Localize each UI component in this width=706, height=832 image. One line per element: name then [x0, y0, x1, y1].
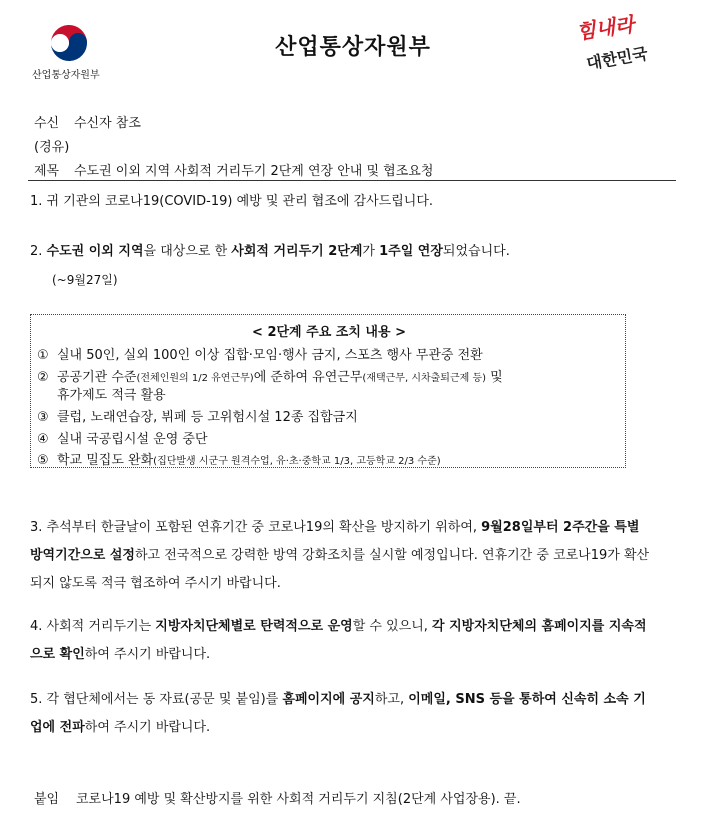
attachment-line — [34, 786, 654, 814]
p3-text: 하고 전국적으로 강력한 방역 강화조치를 실시할 예정입니다. 연휴기간 중 코로나19가 확산되지 않도록 적극 협조하여 주시기 바랍니다. — [30, 548, 650, 591]
slogan-logo — [572, 12, 650, 86]
page-title: 산업통상자원부 — [275, 35, 431, 60]
p4-bold-flexible: 지방자치단체별로 탄력적으로 운영 — [155, 619, 353, 634]
via-line: (경유) — [34, 140, 70, 155]
measure-item-5 — [37, 452, 617, 470]
recipient-line — [34, 112, 141, 131]
measures-box — [30, 314, 626, 468]
p5-text: 하고, — [374, 692, 409, 707]
paragraph-1: 1. 귀 기관의 코로나19(COVID-19) 예방 및 관리 협조에 감사드립니다. — [30, 194, 434, 209]
p3-bold-period: 9월28일부터 2주간을 특별방역기간으로 설정 — [30, 520, 640, 563]
measure-note: (전체인원의 1/2 유연근무) — [136, 373, 254, 384]
measure-number: ⑤ — [37, 453, 49, 468]
p3-text: 3. 추석부터 한글날이 포함된 연휴기간 중 코로나19의 확산을 방지하기 위하여, — [30, 520, 482, 535]
measure-number: ① — [37, 348, 49, 363]
measure-item-1 — [37, 347, 617, 364]
p4-text: 4. 사회적 거리두기는 — [30, 619, 156, 634]
measure-text: 에 준하여 유연근무 — [253, 370, 363, 385]
p5-text: 5. 각 협단체에서는 동 자료(공문 및 붙임)를 — [30, 692, 283, 707]
measure-note: (집단발생 시군구 원격수업, 유·초·중학교 1/3, 고등학교 2/3 수준) — [153, 456, 441, 467]
measure-text: 및 — [486, 370, 503, 385]
attachment-text: 코로나19 예방 및 확산방지를 위한 사회적 거리두기 지침(2단계 사업장용). 끝. — [76, 792, 521, 807]
p4-text: 하여 주시기 바랍니다. — [84, 647, 211, 662]
paragraph-2 — [30, 238, 650, 295]
paragraph-3 — [30, 514, 650, 598]
measure-text: 클럽, 노래연습장, 뷔페 등 고위험시설 12종 집합금지 — [57, 410, 358, 425]
attachment-label: 붙임 — [34, 792, 60, 807]
p5-bold-notice: 홈페이지에 공지 — [282, 692, 375, 707]
subject-value: 수도권 이외 지역 사회적 거리두기 2단계 연장 안내 및 협조요청 — [74, 164, 434, 179]
measure-text: 학교 밀집도 완화 — [57, 453, 154, 468]
measure-number: ④ — [37, 432, 49, 447]
measure-text: 공공기관 수준 — [57, 370, 137, 385]
p2-bold-stage: 사회적 거리두기 2단계 — [231, 244, 363, 259]
measures-box-title: < 2단계 주요 조치 내용 > — [252, 325, 406, 340]
measure-item-2 — [37, 369, 617, 404]
measure-item-4 — [37, 431, 617, 448]
measure-number: ③ — [37, 410, 49, 425]
subject-label: 제목 — [34, 164, 60, 179]
p2-number: 2. — [30, 244, 47, 259]
p4-bold-check: 각 지방자치단체의 홈페이지를 지속적으로 확인 — [30, 619, 647, 662]
measure-number: ② — [37, 370, 49, 385]
measure-text: 실내 50인, 실외 100인 이상 집합·모임·행사 금지, 스포츠 행사 무관중 전환 — [57, 348, 483, 363]
p4-text: 할 수 있으니, — [352, 619, 433, 634]
subject-line — [34, 160, 433, 179]
p2-text: 가 — [362, 244, 380, 259]
p2-bold-region: 수도권 이외 지역 — [46, 244, 144, 259]
p2-text: 을 대상으로 한 — [143, 244, 232, 259]
measure-item-3 — [37, 409, 617, 426]
recipient-value: 수신자 참조 — [74, 116, 141, 131]
p5-text: 하여 주시기 바랍니다. — [84, 720, 211, 735]
p2-date-note: (~9월27일) — [52, 273, 118, 287]
recipient-label: 수신 — [34, 116, 60, 131]
p2-text: 되었습니다. — [442, 244, 510, 259]
slogan-bottom-text: 대한민국 — [584, 43, 650, 74]
ministry-small-label: 산업통상자원부 — [32, 70, 100, 81]
paragraph-4 — [30, 613, 650, 669]
slogan-top-text: 힘내라 — [574, 12, 636, 44]
paragraph-5 — [30, 686, 650, 742]
measure-text: 휴가제도 적극 활용 — [57, 388, 166, 403]
p2-bold-extension: 1주일 연장 — [379, 244, 443, 259]
measure-note: (재택근무, 시차출퇴근제 등) — [362, 373, 487, 384]
measure-text: 실내 국공립시설 운영 중단 — [57, 432, 208, 447]
p5-bold-spread: 이메일, SNS 등을 통하여 신속히 소속 기업에 전파 — [30, 692, 646, 735]
header-divider — [28, 180, 676, 181]
